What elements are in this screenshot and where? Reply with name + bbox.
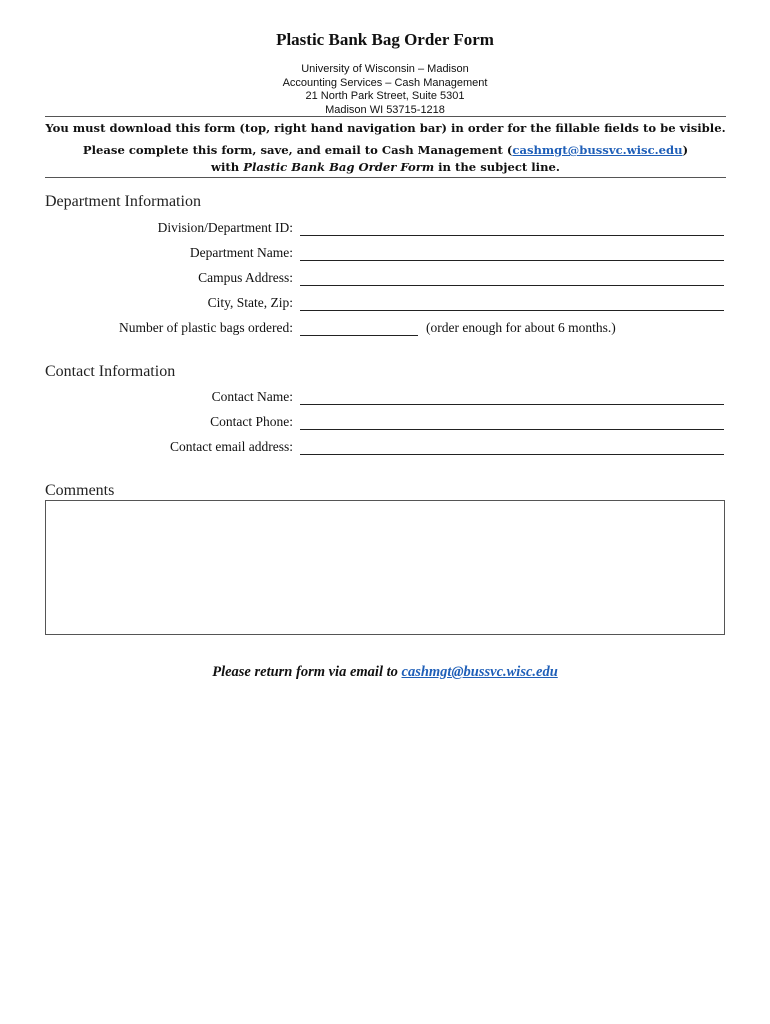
bags-ordered-field[interactable] [300,335,418,336]
contact-phone-label: Contact Phone: [210,414,293,429]
department-name-row [0,245,770,265]
return-instruction [0,664,770,681]
campus-address-row [0,270,770,290]
return-email-link[interactable]: cashmgt@bussvc.wisc.edu [401,664,558,680]
contact-name-field[interactable] [300,404,724,405]
division-id-label: Division/Department ID: [157,220,293,235]
contact-phone-row [0,414,770,434]
contact-info-heading: Contact Information [45,363,176,380]
contact-email-row [0,439,770,459]
bags-ordered-row [0,320,770,340]
campus-address-label: Campus Address: [198,270,293,285]
subject-instruction-prefix: with [211,160,244,174]
city-state-zip-row [0,295,770,315]
division-id-field[interactable] [300,235,724,236]
bags-ordered-note: (order enough for about 6 months.) [426,320,616,335]
address-line-city: Madison WI 53715-1218 [325,104,445,116]
campus-address-field[interactable] [300,285,724,286]
cash-management-email-link[interactable]: cashmgt@bussvc.wisc.edu [512,143,683,157]
department-name-label: Department Name: [189,245,293,260]
form-title: Plastic Bank Bag Order Form [276,30,494,49]
address-line-street: 21 North Park Street, Suite 5301 [305,90,465,102]
division-id-row [0,220,770,240]
contact-email-label: Contact email address: [170,439,293,454]
comments-heading: Comments [45,482,115,499]
email-instruction-prefix: Please complete this form, save, and email to Cash Management ( [82,143,513,157]
address-line-university: University of Wisconsin – Madison [301,63,469,75]
address-line-department: Accounting Services – Cash Management [282,77,488,89]
comments-textarea[interactable] [45,500,725,635]
subject-instruction [45,159,726,176]
contact-name-row [0,389,770,409]
bags-ordered-label: Number of plastic bags ordered: [119,320,293,335]
notice-divider [45,177,726,178]
department-info-heading: Department Information [45,193,201,210]
city-state-zip-label: City, State, Zip: [207,295,293,310]
return-instruction-prefix: Please return form via email to [212,664,402,680]
contact-name-label: Contact Name: [211,389,293,404]
city-state-zip-field[interactable] [300,310,724,311]
email-instruction [45,142,726,159]
contact-phone-field[interactable] [300,429,724,430]
top-divider [45,116,726,117]
email-instruction-suffix: ) [682,143,689,157]
department-name-field[interactable] [300,260,724,261]
contact-email-field[interactable] [300,454,724,455]
subject-line-text: Plastic Bank Bag Order Form [243,160,435,174]
download-notice: You must download this form (top, right hand navigation bar) in order for the fillable fields to be visible. [45,121,726,135]
subject-instruction-suffix: in the subject line. [434,160,560,174]
